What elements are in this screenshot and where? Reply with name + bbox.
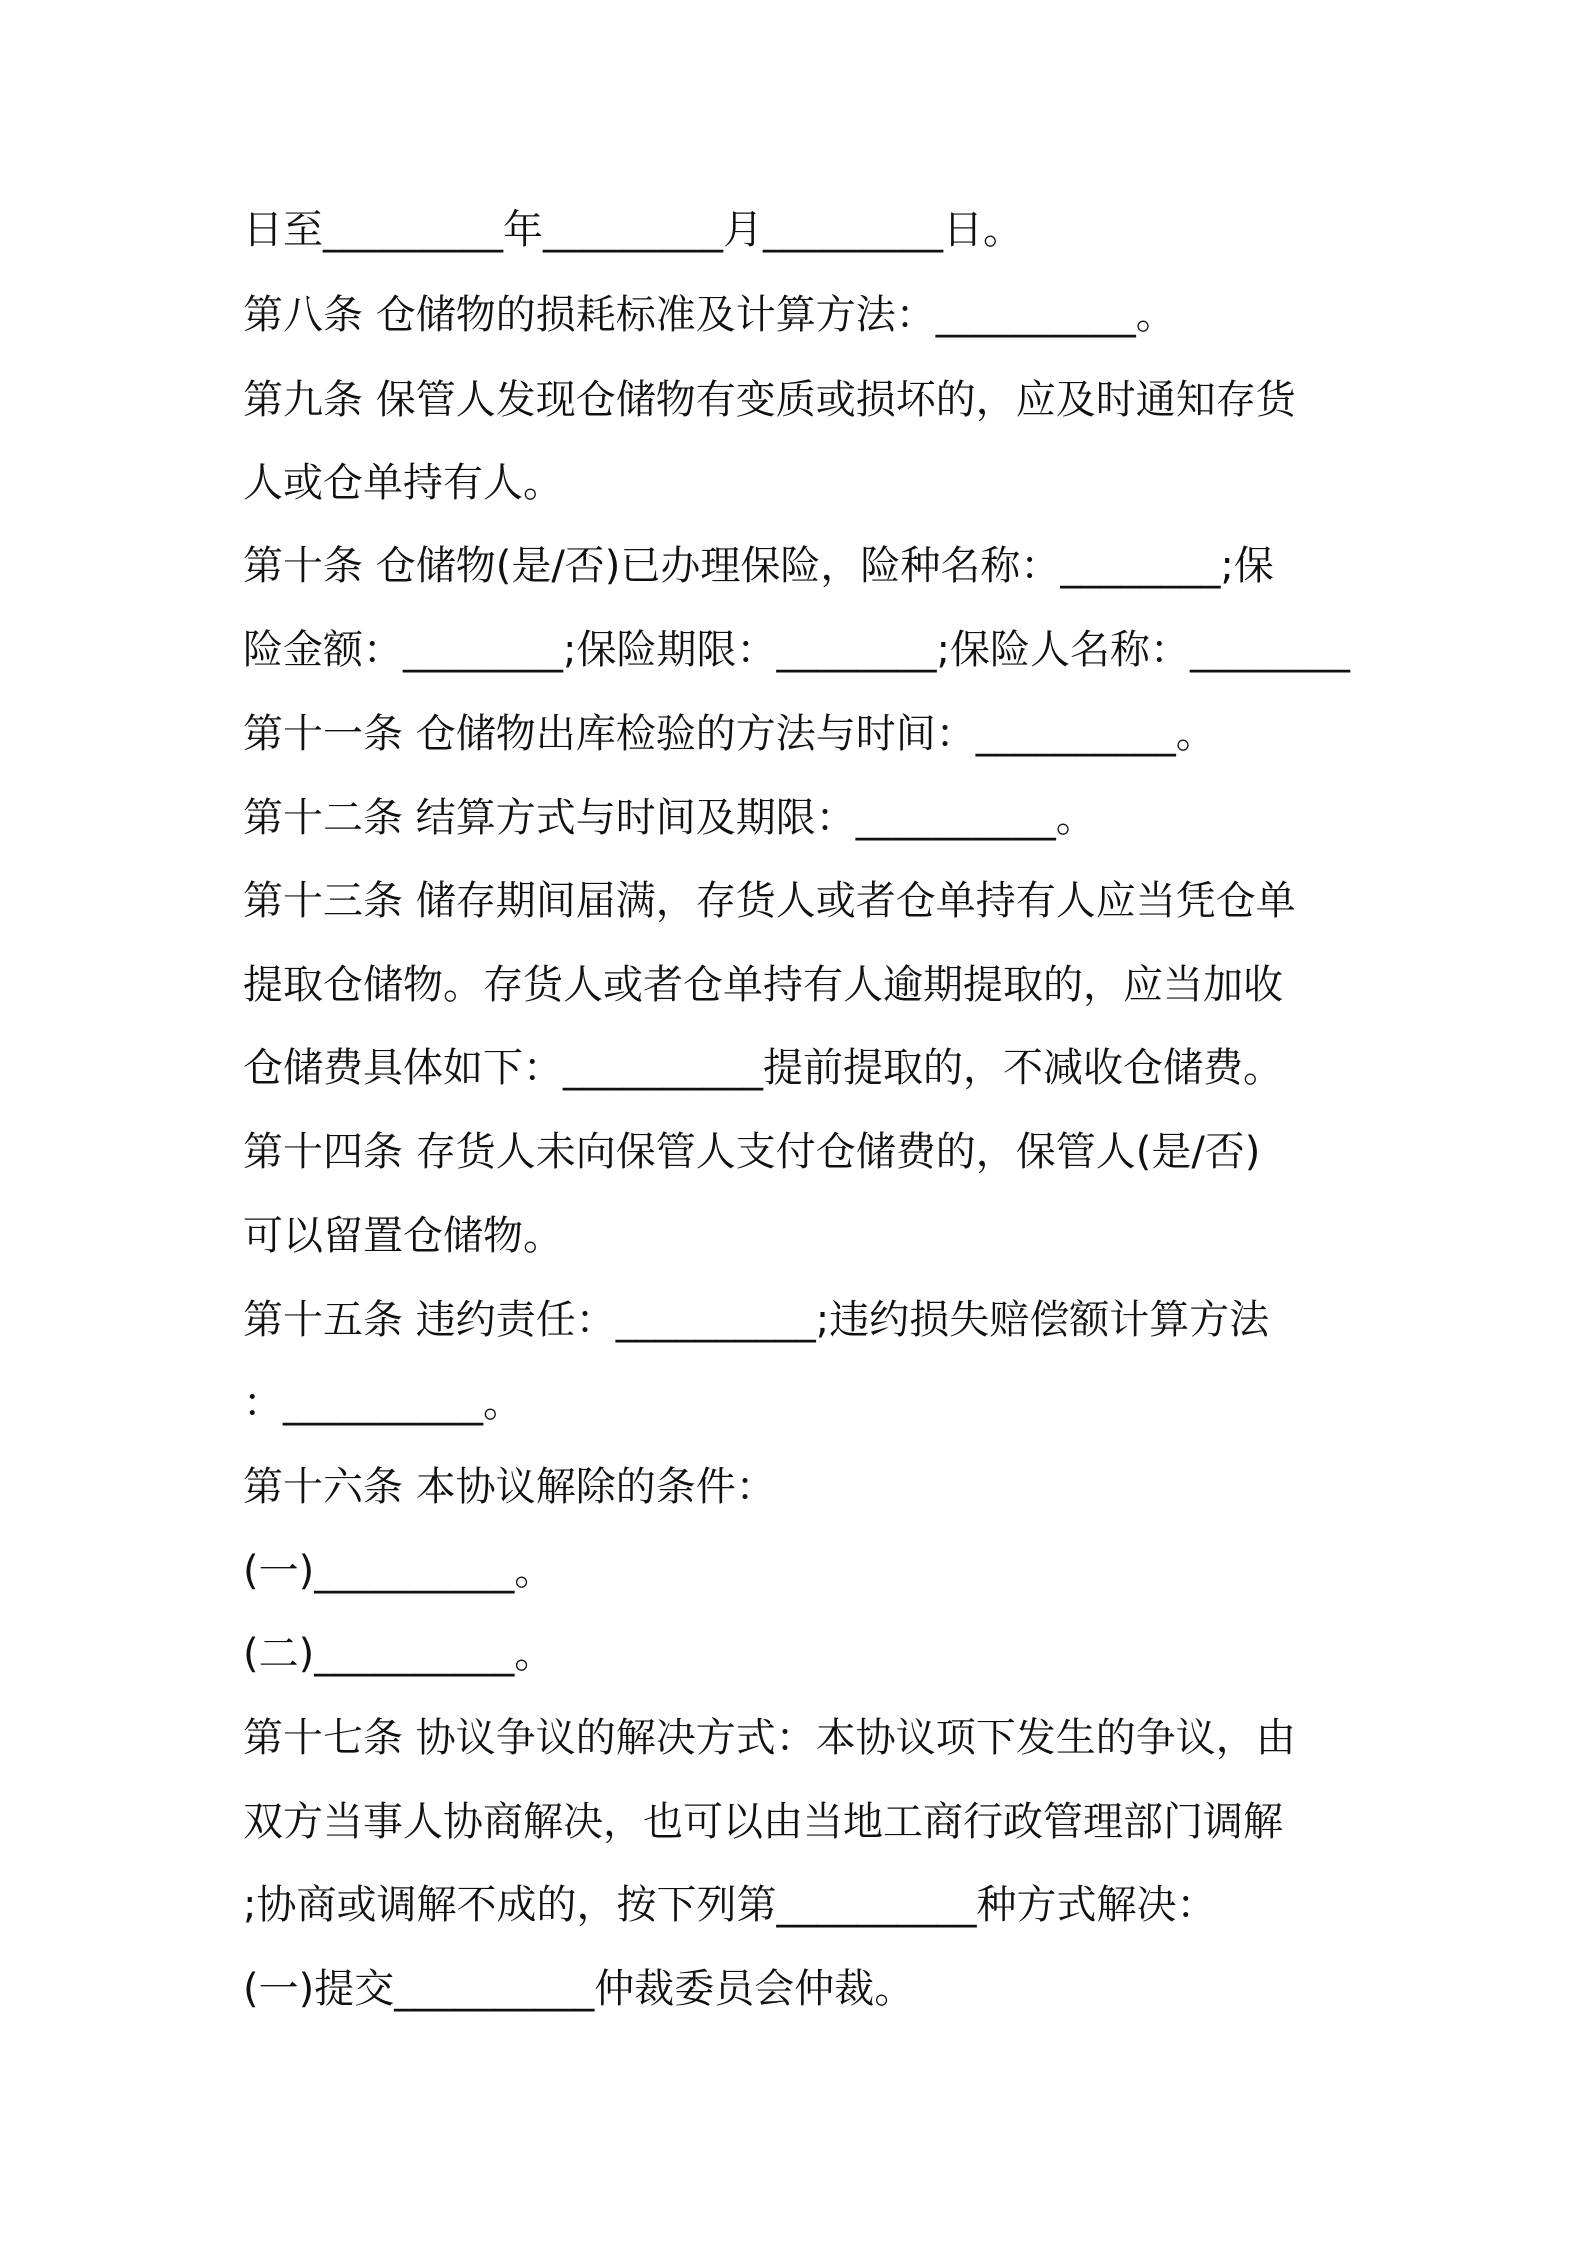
text-line-article-17-item-1: (一)提交__________仲裁委员会仲裁。	[243, 1966, 915, 2012]
text-line-article-9-cont: 人或仓单持有人。	[243, 460, 563, 506]
text-line-article-14-cont: 可以留置仓储物。	[243, 1213, 563, 1259]
text-line-article-16-item-1: (一)__________。	[243, 1548, 555, 1594]
text-line-article-9: 第九条 保管人发现仓储物有变质或损坏的，应及时通知存货	[243, 377, 1296, 423]
text-line-article-10-cont: 险金额：________;保险期限：________;保险人名称：________	[243, 627, 1350, 673]
text-line-article-13-cont1: 提取仓储物。存货人或者仓单持有人逾期提取的，应当加收	[243, 962, 1283, 1008]
text-line-article-17-cont1: 双方当事人协商解决，也可以由当地工商行政管理部门调解	[243, 1799, 1283, 1845]
text-line-article-12: 第十二条 结算方式与时间及期限：__________。	[243, 795, 1096, 841]
text-line-article-13: 第十三条 储存期间届满，存货人或者仓单持有人应当凭仓单	[243, 878, 1296, 924]
text-line-article-15-cont: ：__________。	[243, 1380, 523, 1426]
text-line-article-10: 第十条 仓储物(是/否)已办理保险，险种名称：________;保	[243, 543, 1274, 589]
text-line-article-8: 第八条 仓储物的损耗标准及计算方法：__________。	[243, 292, 1176, 338]
text-line-article-15: 第十五条 违约责任：__________;违约损失赔偿额计算方法	[243, 1297, 1270, 1343]
text-line-article-16-item-2: (二)__________。	[243, 1631, 555, 1677]
text-line-article-11: 第十一条 仓储物出库检验的方法与时间：__________。	[243, 711, 1216, 757]
text-line-article-17: 第十七条 协议争议的解决方式：本协议项下发生的争议，由	[243, 1715, 1296, 1761]
text-line-article-17-cont2: ;协商或调解不成的，按下列第__________种方式解决：	[243, 1882, 1217, 1928]
text-line-article-16: 第十六条 本协议解除的条件：	[243, 1464, 776, 1510]
text-line-date-range: 日至_________年_________月_________日。	[243, 207, 1023, 253]
text-line-article-14: 第十四条 存货人未向保管人支付仓储费的，保管人(是/否)	[243, 1129, 1261, 1175]
text-line-article-13-cont2: 仓储费具体如下：__________提前提取的，不减收仓储费。	[243, 1045, 1283, 1091]
